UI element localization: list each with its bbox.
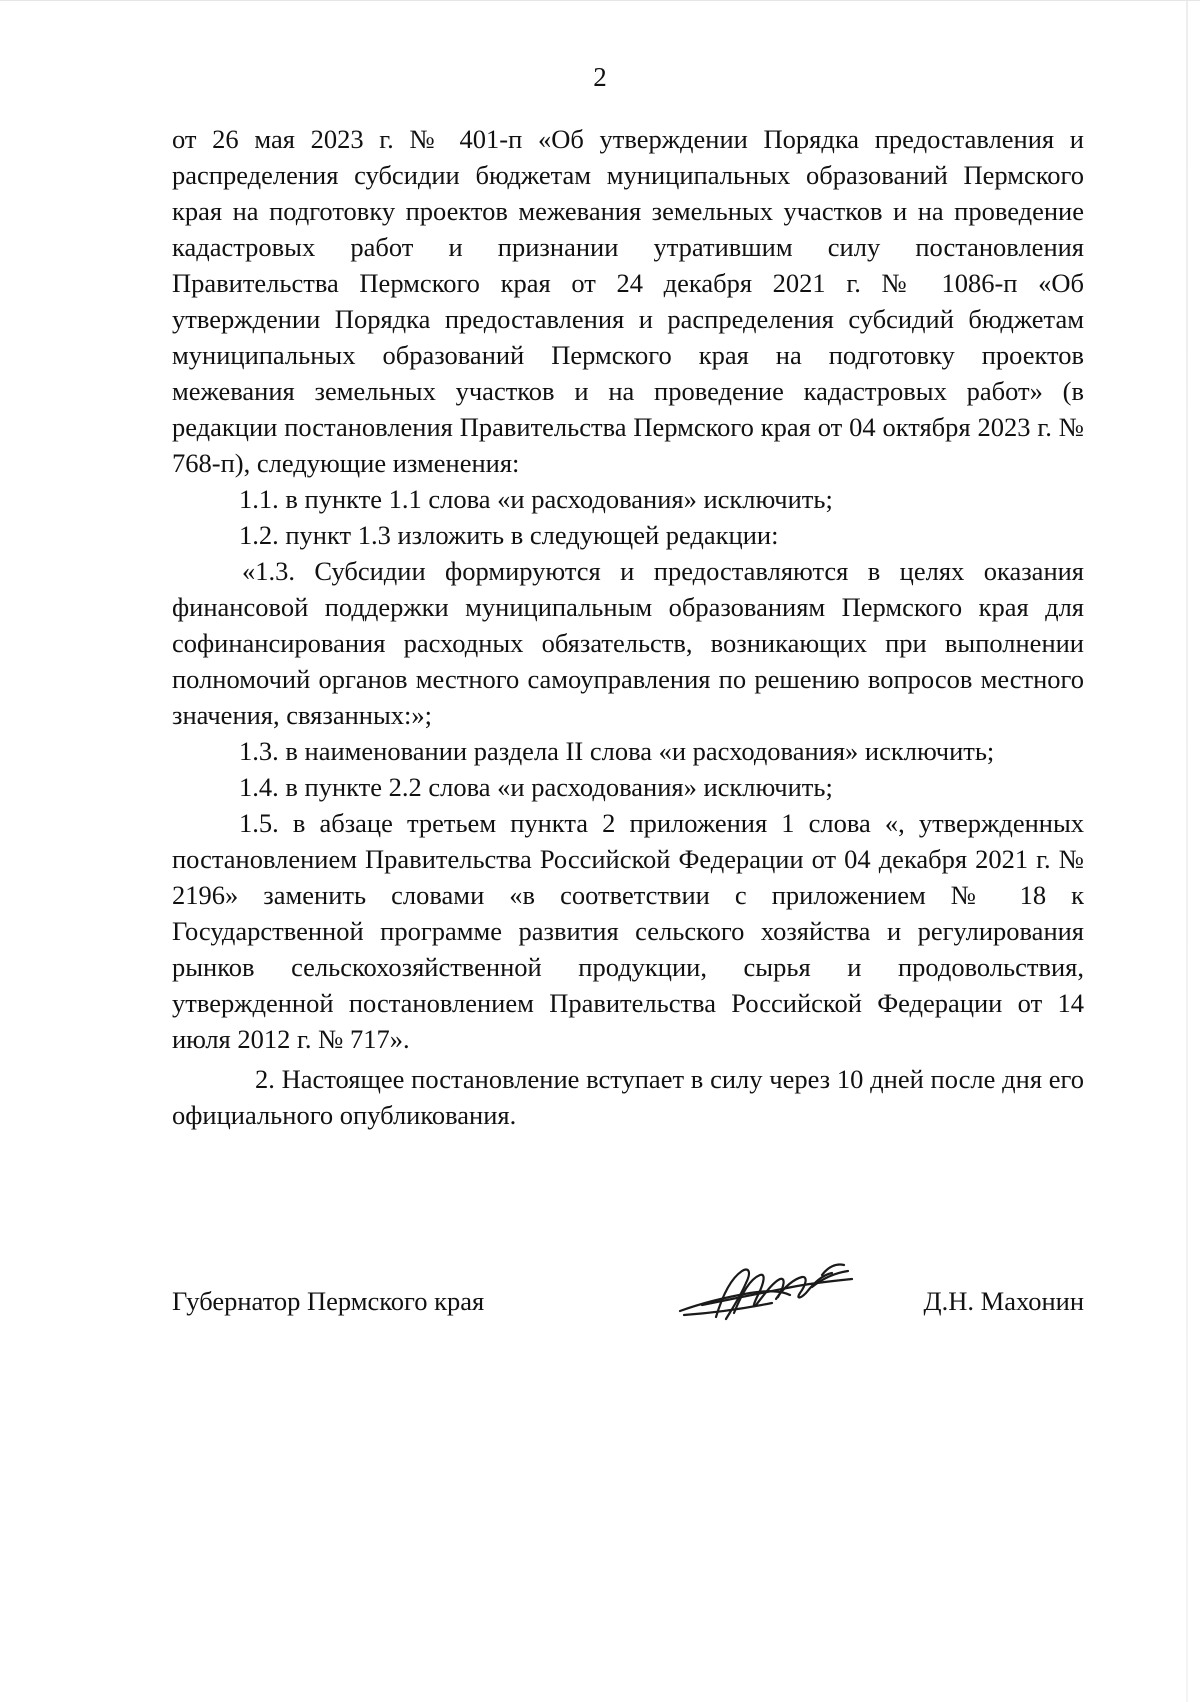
page-number: 2 <box>593 62 607 92</box>
handwritten-signature <box>672 1253 862 1333</box>
paragraph-item-1-3: 1.3. в наименовании раздела II слова «и расходования» исключить; <box>239 736 995 766</box>
paragraph-quoted-1-3: «1.3. Субсидии формируются и предоставляются в целях оказания финансовой поддержки муниципальным образованиям Пермского края для софинансирования расходных обязательств, возникающих при выполнении полномочий органов местного самоуправления по решению вопросов местного значения, связанных:»; <box>172 556 1084 730</box>
paragraph-item-1-1: 1.1. в пункте 1.1 слова «и расходования» исключить; <box>239 484 833 514</box>
signatory-position: Губернатор Пермского края <box>172 1286 485 1316</box>
paragraph-item-1-4: 1.4. в пункте 2.2 слова «и расходования» исключить; <box>239 772 833 802</box>
document-body <box>172 121 1084 1133</box>
paragraph-item-1-2: 1.2. пункт 1.3 изложить в следующей редакции: <box>239 520 779 550</box>
signature-block <box>172 1277 1084 1337</box>
paragraph-item-2: 2. Настоящее постановление вступает в силу через 10 дней после дня его официального опубликования. <box>172 1064 1084 1130</box>
paragraph-amendment-intro: от 26 мая 2023 г. № 401-п «Об утверждении Порядка предоставления и распределения субсидии бюджетам муниципальных образований Пермского края на подготовку проектов межевания земельных участков и на проведение кадастровых работ и признании утратившим силу постановления Правительства Пермского края от 24 декабря 2021 г. № 1086-п «Об утверждении Порядка предоставления и распределения субсидий бюджетам муниципальных образований Пермского края на подготовку проектов межевания земельных участков и на проведение кадастровых работ» (в редакции постановления Правительства Пермского края от 04 октября 2023 г. № 768-п), следующие изменения: <box>172 124 1084 478</box>
scan-edge <box>1186 1 1188 1702</box>
paragraph-item-1-5: 1.5. в абзаце третьем пункта 2 приложения 1 слова «, утвержденных постановлением Правительства Российской Федерации от 04 декабря 2021 г. № 2196» заменить словами «в соответствии с приложением № 18 к Государственной программе развития сельского хозяйства и регулирования рынков сельскохозяйственной продукции, сырья и продовольствия, утвержденной постановлением Правительства Российской Федерации от 14 июля 2012 г. № 717». <box>172 808 1084 1054</box>
signatory-name: Д.Н. Махонин <box>923 1286 1084 1316</box>
